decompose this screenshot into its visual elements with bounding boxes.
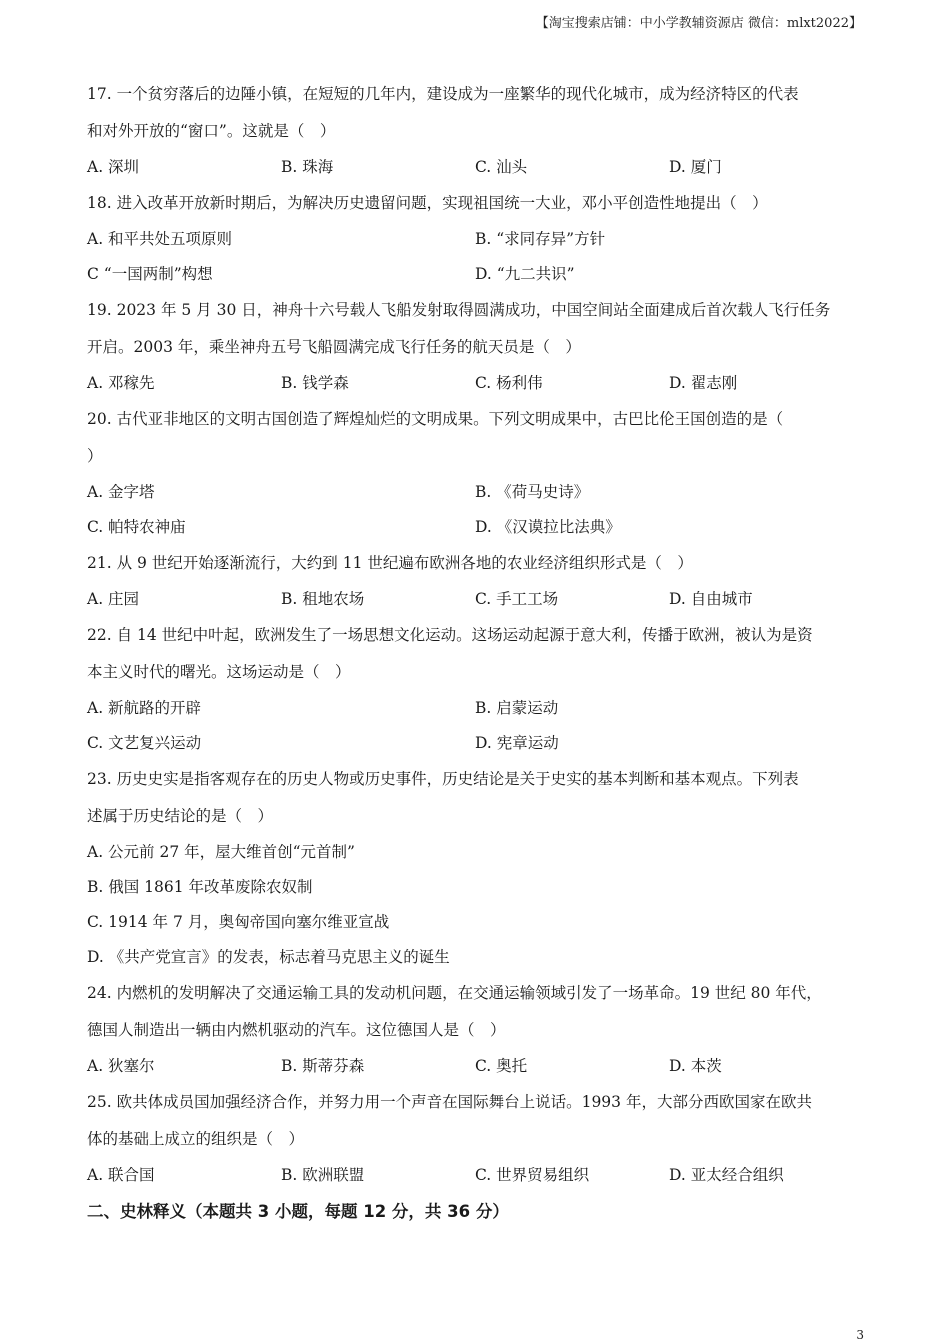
question-23-options-row-4 xyxy=(87,940,864,975)
question-20 xyxy=(87,401,864,545)
question-24-option-a[interactable]: A. 狄塞尔 xyxy=(87,1057,155,1075)
question-25 xyxy=(87,1084,864,1193)
question-22-option-d[interactable]: D. 宪章运动 xyxy=(475,734,559,752)
question-23-options-row-2 xyxy=(87,870,864,905)
question-20-option-a[interactable]: A. 金字塔 xyxy=(87,483,155,501)
question-21-line-1: 21. 从 9 世纪开始逐渐流行，大约到 11 世纪遍布欧洲各地的农业经济组织形式是（ ） xyxy=(87,554,693,572)
question-17 xyxy=(87,76,864,185)
question-19-option-c[interactable]: C. 杨利伟 xyxy=(475,374,543,392)
question-25-option-a[interactable]: A. 联合国 xyxy=(87,1166,155,1184)
question-19-options xyxy=(87,366,864,401)
page-header: 【淘宝搜索店铺：中小学教辅资源店 微信：mlxt2022】 xyxy=(535,16,862,31)
question-19-option-a[interactable]: A. 邓稼先 xyxy=(87,374,155,392)
question-25-options xyxy=(87,1158,864,1193)
question-23-option-a[interactable]: A. 公元前 27 年，屋大维首创“元首制” xyxy=(87,843,355,861)
question-19 xyxy=(87,292,864,401)
question-17-line-1: 17. 一个贫穷落后的边陲小镇，在短短的几年内，建设成为一座繁华的现代化城市，成为经济特区的代表 xyxy=(87,85,799,103)
question-21-option-a[interactable]: A. 庄园 xyxy=(87,590,140,608)
question-list xyxy=(87,76,864,1230)
question-19-line-2: 开启。2003 年，乘坐神舟五号飞船圆满完成飞行任务的航天员是（ ） xyxy=(87,338,581,356)
question-23-line-1: 23. 历史史实是指客观存在的历史人物或历史事件，历史结论是关于史实的基本判断和基本观点。下列表 xyxy=(87,770,799,788)
question-21-options xyxy=(87,582,864,617)
question-23-option-d[interactable]: D. 《共产党宣言》的发表，标志着马克思主义的诞生 xyxy=(87,948,450,966)
question-22-option-b[interactable]: B. 启蒙运动 xyxy=(475,699,559,717)
question-20-line-1: 20. 古代亚非地区的文明古国创造了辉煌灿烂的文明成果。下列文明成果中，古巴比伦王国创造的是（ xyxy=(87,410,784,428)
question-25-option-d[interactable]: D. 亚太经合组织 xyxy=(669,1166,784,1184)
question-23-options-row-3 xyxy=(87,905,864,940)
question-25-option-b[interactable]: B. 欧洲联盟 xyxy=(281,1166,365,1184)
question-18 xyxy=(87,185,864,292)
question-20-option-c[interactable]: C. 帕特农神庙 xyxy=(87,518,186,536)
question-20-option-b[interactable]: B. 《荷马史诗》 xyxy=(475,483,590,501)
question-20-line-2: ） xyxy=(87,447,103,465)
question-22-line-2: 本主义时代的曙光。这场运动是（ ） xyxy=(87,663,351,681)
question-24-line-1: 24. 内燃机的发明解决了交通运输工具的发动机问题，在交通运输领域引发了一场革命。19 世纪 80 年代， xyxy=(87,984,822,1002)
question-18-line-1: 18. 进入改革开放新时期后，为解决历史遗留问题，实现祖国统一大业，邓小平创造性地提出（ ） xyxy=(87,194,768,212)
question-19-option-d[interactable]: D. 翟志刚 xyxy=(669,374,738,392)
question-24-line-2: 德国人制造出一辆由内燃机驱动的汽车。这位德国人是（ ） xyxy=(87,1021,506,1039)
question-17-option-b[interactable]: B. 珠海 xyxy=(281,158,334,176)
question-25-line-1: 25. 欧共体成员国加强经济合作，并努力用一个声音在国际舞台上说话。1993 年，大部分西欧国家在欧共 xyxy=(87,1093,812,1111)
section-heading: 二、史林释义（本题共 3 小题，每题 12 分，共 36 分） xyxy=(87,1202,509,1221)
question-25-line-2: 体的基础上成立的组织是（ ） xyxy=(87,1130,305,1148)
question-17-option-a[interactable]: A. 深圳 xyxy=(87,158,140,176)
question-22-line-1: 22. 自 14 世纪中叶起，欧洲发生了一场思想文化运动。这场运动起源于意大利，传播于欧洲，被认为是资 xyxy=(87,626,813,644)
question-22-options-row-1 xyxy=(87,691,864,726)
question-21-option-d[interactable]: D. 自由城市 xyxy=(669,590,753,608)
question-24-options xyxy=(87,1049,864,1084)
question-17-line-2: 和对外开放的“窗口”。这就是（ ） xyxy=(87,122,336,140)
question-18-option-b[interactable]: B. “求同存异”方针 xyxy=(475,230,606,248)
question-20-options-row-2 xyxy=(87,510,864,545)
question-20-option-d[interactable]: D. 《汉谟拉比法典》 xyxy=(475,518,621,536)
question-18-option-d[interactable]: D. “九二共识” xyxy=(475,265,575,283)
question-18-options-row-1 xyxy=(87,222,864,257)
question-22-options-row-2 xyxy=(87,726,864,761)
question-21-option-c[interactable]: C. 手工工场 xyxy=(475,590,559,608)
question-19-option-b[interactable]: B. 钱学森 xyxy=(281,374,349,392)
question-24-option-d[interactable]: D. 本茨 xyxy=(669,1057,722,1075)
question-24 xyxy=(87,975,864,1084)
question-21-option-b[interactable]: B. 租地农场 xyxy=(281,590,365,608)
page-number: 3 xyxy=(856,1328,864,1342)
question-18-option-a[interactable]: A. 和平共处五项原则 xyxy=(87,230,233,248)
question-21 xyxy=(87,545,864,617)
question-23-options-row-1 xyxy=(87,835,864,870)
question-17-option-d[interactable]: D. 厦门 xyxy=(669,158,722,176)
question-17-option-c[interactable]: C. 汕头 xyxy=(475,158,528,176)
question-23-option-c[interactable]: C. 1914 年 7 月，奥匈帝国向塞尔维亚宣战 xyxy=(87,913,390,931)
question-24-option-b[interactable]: B. 斯蒂芬森 xyxy=(281,1057,365,1075)
question-24-option-c[interactable]: C. 奥托 xyxy=(475,1057,528,1075)
question-25-option-c[interactable]: C. 世界贸易组织 xyxy=(475,1166,590,1184)
question-23-option-b[interactable]: B. 俄国 1861 年改革废除农奴制 xyxy=(87,878,313,896)
question-17-options xyxy=(87,150,864,185)
question-20-options-row-1 xyxy=(87,475,864,510)
question-22-option-a[interactable]: A. 新航路的开辟 xyxy=(87,699,202,717)
question-18-option-c[interactable]: C “一国两制”构想 xyxy=(87,265,213,283)
question-22-option-c[interactable]: C. 文艺复兴运动 xyxy=(87,734,202,752)
question-18-options-row-2 xyxy=(87,257,864,292)
question-19-line-1: 19. 2023 年 5 月 30 日，神舟十六号载人飞船发射取得圆满成功，中国空间站全面建成后首次载人飞行任务 xyxy=(87,301,831,319)
question-22 xyxy=(87,617,864,761)
question-23 xyxy=(87,761,864,975)
question-23-line-2: 述属于历史结论的是（ ） xyxy=(87,807,274,825)
